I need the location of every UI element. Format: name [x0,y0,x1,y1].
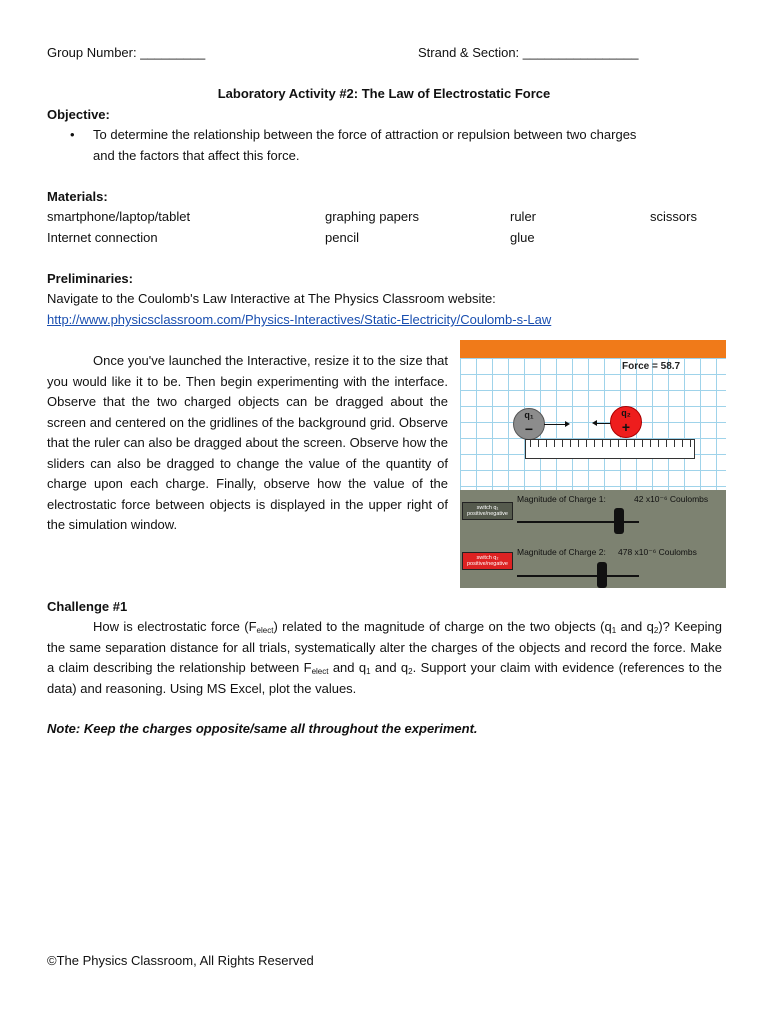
q-text: and q [616,619,654,634]
charge-1-sign: − [524,421,534,437]
q-sub: elect [311,667,329,676]
material-item: scissors [650,209,697,224]
charge-1-controls [460,490,726,540]
q-text: . Support your claim with evidence (references to the data) and reasoning. Using MS Excel, plot the values. [47,660,722,696]
coulomb-simulation-figure [460,340,726,588]
q-text: )? Keeping the same separation distance for all trials, systematically alter the charges of the objects and record the force. Make a claim describing the relationship between F [47,619,722,675]
objective-heading: Objective: [47,107,110,122]
charge-2-slider-track[interactable] [517,575,639,577]
materials-heading: Materials: [47,189,108,204]
force-readout: Force = 58.7 [622,361,681,372]
q-sub: elect [256,626,274,635]
material-item: Internet connection [47,230,158,245]
strand-section-field: Strand & Section: ________________ [418,45,639,60]
preliminaries-intro: Navigate to the Coulomb's Law Interactive at The Physics Classroom website: [47,291,496,306]
group-number-field: Group Number: _________ [47,45,206,60]
q-sub: 1 [611,626,617,635]
material-item: glue [510,230,535,245]
preliminaries-paragraph-text: Once you've launched the Interactive, resize it to the size that you would like it to be. Then begin experimenting with the interface. Observe that the two charged objects can be dragged about the screen and centered on the gridlines of the background grid. Observe that the ruler can also be dragged about the screen. Observe how the sliders can also be dragged to change the value of the quantity of charge upon each charge. Finally, observe how the value of the electrostatic force between objects is displayed in the upper right of the simulation window. [47,353,448,532]
challenge-question [47,617,722,699]
q-text: and q [328,660,367,675]
q-sub: 2 [653,626,659,635]
charge-1-label: q₁ [524,410,534,420]
charge-2-sign: + [621,419,631,435]
material-item: ruler [510,209,537,224]
copyright-footer: ©The Physics Classroom, All Rights Reserved [47,953,314,968]
force-arrow-1 [544,424,566,425]
magnitude-2-label: Magnitude of Charge 2: [517,547,606,557]
material-item: smartphone/laptop/tablet [47,209,191,224]
charge-1-slider-thumb[interactable] [614,508,624,534]
challenge-note: Note: Keep the charges opposite/same all throughout the experiment. [47,721,478,736]
switch-charge-1-button[interactable]: switch q₁ positive/negative [462,502,513,520]
material-item: graphing papers [325,209,419,224]
q-sub: 1 [366,667,371,676]
magnitude-1-value: 42 x10⁻⁶ Coulombs [634,494,709,504]
page-title: Laboratory Activity #2: The Law of Electrostatic Force [217,86,551,101]
charge-2[interactable] [610,406,642,438]
switch-charge-2-button[interactable]: switch q₂ positive/negative [462,552,513,570]
bullet-icon: • [70,127,75,142]
material-item: pencil [325,230,359,245]
q-text: How is electrostatic force (F [93,619,257,634]
ruler[interactable] [525,439,695,459]
magnitude-2-value: 478 x10⁻⁶ Coulombs [618,547,697,557]
simulation-top-bar [460,340,726,358]
q-text: and q [370,660,409,675]
q-text: ) related to the magnitude of charge on the two objects (q [273,619,612,634]
interactive-link[interactable]: http://www.physicsclassroom.com/Physics-Interactives/Static-Electricity/Coulomb-s-Law [47,312,552,327]
objective-text-line2: and the factors that affect this force. [93,148,300,163]
charge-2-controls [460,540,726,588]
preliminaries-heading: Preliminaries: [47,271,133,286]
charge-2-slider-thumb[interactable] [597,562,607,588]
challenge-heading: Challenge #1 [47,599,128,614]
charge-2-label: q₂ [621,408,631,418]
charge-1[interactable] [513,408,545,440]
q-sub: 2 [408,667,413,676]
magnitude-1-label: Magnitude of Charge 1: [517,494,606,504]
objective-text-line1: To determine the relationship between the force of attraction or repulsion between two charges [93,127,637,142]
preliminaries-paragraph [47,351,448,536]
